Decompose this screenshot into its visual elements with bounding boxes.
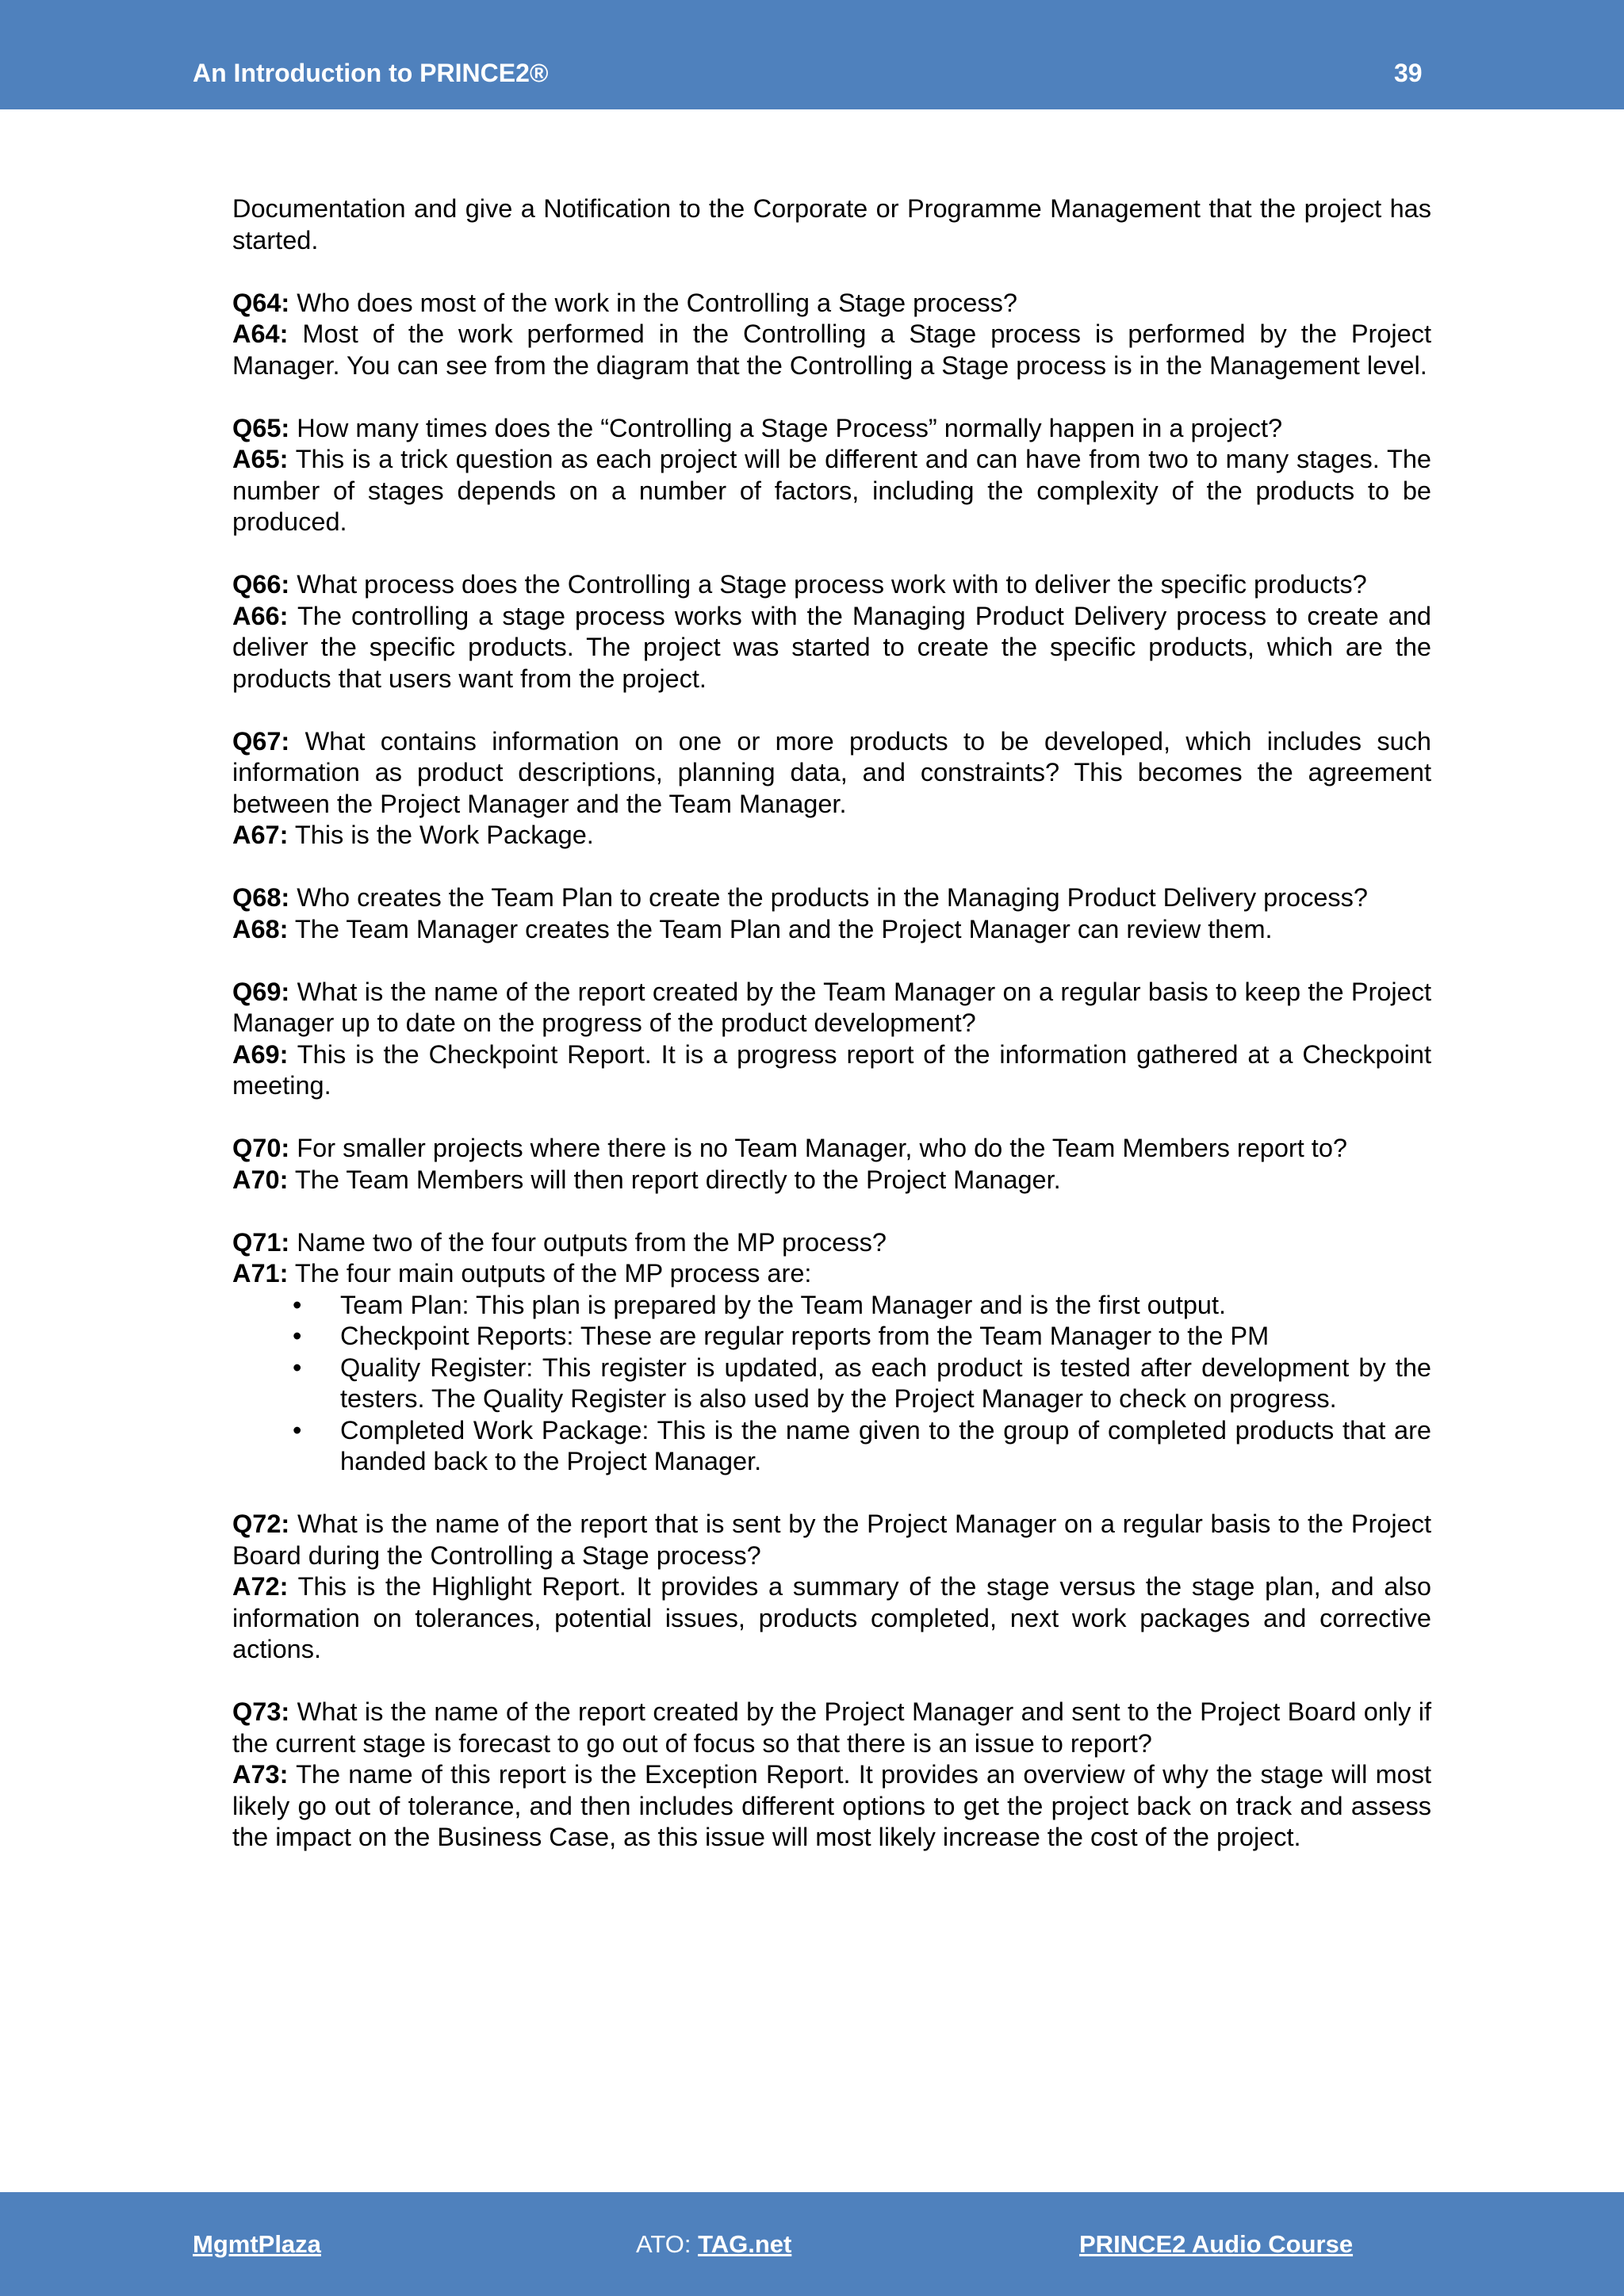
question-72: [232, 1509, 1431, 1571]
answer-70: [232, 1165, 1431, 1196]
answer-text: The controlling a stage process works with the Managing Product Delivery process to create and deliver the specific products. The project was started to create the specific products, which are the products that users want from the project.: [232, 601, 1431, 693]
question-text: What is the name of the report that is sent by the Project Manager on a regular basis to the Project Board during the Controlling a Stage process?: [232, 1510, 1431, 1570]
answer-label: A70:: [232, 1165, 289, 1194]
answer-label: A65:: [232, 445, 289, 473]
answer-text: The name of this report is the Exception Report. It provides an overview of why the stage will most likely go out of tolerance, and then includes different options to get the project back on track and assess the impact on the Business Case, as this issue will most likely increase the cost of the project.: [232, 1760, 1431, 1851]
question-label: Q72:: [232, 1510, 290, 1538]
answer-label: A66:: [232, 601, 289, 630]
question-label: Q68:: [232, 883, 290, 912]
answer-66: [232, 601, 1431, 695]
question-text: What process does the Controlling a Stage process work with to deliver the specific products?: [289, 570, 1367, 599]
question-65: [232, 413, 1431, 445]
page-footer: [0, 2192, 1624, 2296]
question-73: [232, 1697, 1431, 1759]
question-text: Name two of the four outputs from the MP process?: [289, 1227, 887, 1257]
answer-label: A68:: [232, 914, 289, 943]
question-label: Q66:: [232, 570, 290, 599]
question-66: [232, 569, 1431, 601]
question-71: [232, 1227, 1431, 1259]
answer-text: The Team Members will then report directly to the Project Manager.: [288, 1165, 1061, 1194]
question-label: Q67:: [232, 726, 290, 756]
question-text: What is the name of the report created by the Project Manager and sent to the Project Board only if the current stage is forecast to go out of focus so that there is an issue to report?: [232, 1697, 1431, 1758]
answer-67: [232, 820, 1431, 851]
question-label: Q69:: [232, 977, 290, 1006]
tag-net-link[interactable]: TAG.net: [698, 2230, 792, 2258]
question-label: Q73:: [232, 1697, 290, 1726]
ato-label: ATO:: [636, 2230, 699, 2258]
answer-text: The Team Manager creates the Team Plan and the Project Manager can review them.: [288, 914, 1273, 943]
question-label: Q65:: [232, 413, 290, 442]
page-content: [232, 193, 1431, 1854]
answer-label: A64:: [232, 320, 289, 348]
page-number: 39: [1394, 59, 1423, 87]
answer-text: Most of the work performed in the Controlling a Stage process is performed by the Project Manager. You can see from the diagram that the Controlling a Stage process is in the Management level.: [232, 320, 1431, 380]
answer-label: A67:: [232, 821, 289, 849]
answer-label: A73:: [232, 1760, 289, 1789]
answer-73: [232, 1759, 1431, 1854]
answer-text: The four main outputs of the MP process are:: [288, 1259, 812, 1288]
answer-65: [232, 444, 1431, 538]
question-69: [232, 977, 1431, 1039]
answer-64: [232, 319, 1431, 381]
answer-text: This is the Highlight Report. It provides a summary of the stage versus the stage plan, and also information on tolerances, potential issues, products completed, next work packages and corrective actions.: [232, 1572, 1431, 1663]
answer-text: This is a trick question as each project will be different and can have from two to many stages. The number of stages depends on a number of factors, including the complexity of the products to be produced.: [232, 445, 1431, 536]
question-text: What is the name of the report created by the Team Manager on a regular basis to keep the Project Manager up to date on the progress of the product development?: [232, 977, 1431, 1037]
answer-text: This is the Checkpoint Report. It is a progress report of the information gathered at a Checkpoint meeting.: [232, 1039, 1431, 1100]
intro-paragraph: Documentation and give a Notification to the Corporate or Programme Management that the project has started.: [232, 194, 1431, 254]
answer-71: [232, 1258, 1431, 1290]
outputs-list: [232, 1290, 1431, 1478]
question-67: [232, 726, 1431, 821]
answer-72: [232, 1571, 1431, 1666]
page-header: [0, 0, 1624, 109]
list-item: • Quality Register: This register is updated, as each product is tested after development by the testers. The Quality Register is also used by the Project Manager to check on progress.: [340, 1353, 1431, 1415]
audio-course-link[interactable]: PRINCE2 Audio Course: [1079, 2230, 1354, 2258]
answer-label: A69:: [232, 1039, 289, 1069]
question-68: [232, 882, 1431, 914]
question-text: For smaller projects where there is no Team Manager, who do the Team Members report to?: [289, 1134, 1347, 1162]
question-text: How many times does the “Controlling a Stage Process” normally happen in a project?: [289, 413, 1283, 442]
answer-68: [232, 914, 1431, 946]
mgmtplaza-link[interactable]: MgmtPlaza: [193, 2230, 321, 2258]
question-label: Q70:: [232, 1134, 290, 1162]
answer-69: [232, 1039, 1431, 1102]
ato-credit: [636, 2229, 791, 2260]
question-70: [232, 1133, 1431, 1165]
list-item: • Team Plan: This plan is prepared by the Team Manager and is the first output.: [340, 1290, 1431, 1322]
answer-text: This is the Work Package.: [288, 821, 594, 849]
question-64: [232, 288, 1431, 320]
list-item: • Checkpoint Reports: These are regular reports from the Team Manager to the PM: [340, 1321, 1431, 1353]
list-item: • Completed Work Package: This is the name given to the group of completed products that are handed back to the Project Manager.: [340, 1415, 1431, 1478]
answer-label: A71:: [232, 1259, 289, 1288]
question-label: Q71:: [232, 1227, 290, 1257]
answer-label: A72:: [232, 1572, 289, 1601]
header-title: An Introduction to PRINCE2®: [193, 59, 549, 87]
question-text: What contains information on one or more products to be developed, which includes such information as product descriptions, planning data, and constraints? This becomes the agreement between the Project Manager and the Team Manager.: [232, 726, 1431, 818]
question-text: Who creates the Team Plan to create the products in the Managing Product Delivery process?: [289, 883, 1368, 912]
question-label: Q64:: [232, 288, 290, 317]
question-text: Who does most of the work in the Controlling a Stage process?: [289, 288, 1017, 317]
